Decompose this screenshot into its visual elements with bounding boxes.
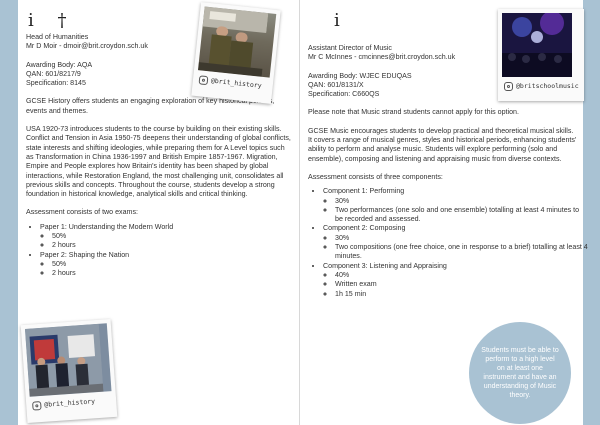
history-contact-name-email: Mr D Moir - dmoir@brit.croydon.sch.uk (26, 42, 148, 51)
history-photo-polaroid-top (191, 2, 280, 104)
page-spine (299, 0, 300, 425)
paper-title: Paper 1: Understanding the Modern World (40, 222, 174, 231)
soldiers-image (198, 6, 268, 76)
list-item: ◦ 2 hours (52, 269, 291, 278)
music-contact-name-email: Mr C McInnes - cmcinnes@brit.croydon.sch.uk (308, 53, 456, 62)
list-item (323, 187, 588, 224)
history-qan: QAN: 601/8217/9 (26, 69, 81, 78)
list-item: ◦ 50% (52, 232, 291, 241)
music-photo-concert (502, 13, 580, 77)
list-item (40, 251, 291, 279)
list-item: ◦ 1h 15 min (335, 290, 588, 299)
history-heading-glyph: i † (28, 10, 76, 31)
list-item: ◦ 50% (52, 260, 291, 269)
polaroid-caption: @britschoolmusic (502, 77, 580, 95)
list-item: ◦ 2 hours (52, 241, 291, 250)
instagram-icon (504, 82, 513, 91)
history-awarding-body: Awarding Body: AQA (26, 60, 93, 69)
history-description: USA 1920-73 introduces students to the course by building on their existing skills. Conflict and Tension in Asia 1950-75 deepens their understanding of global conflicts, state interests and shifting ideologies, while preparing them for A Level topics such as Transformation in China 1936-1997 and British Empire 1857-1967. Migration, Empire and People explores how Britain's identity has been shaped by global interactions, while Restoration England, the most challenging unit, consolidates all previous skills and concepts. Throughout the course, students develop a strong foundation in historical knowledge, analytical skills and critical thinking. (26, 125, 291, 199)
polaroid-caption: @brit_history (30, 391, 113, 415)
music-components-list (308, 187, 588, 299)
music-specification: Specification: C660QS (308, 90, 380, 99)
list-item (323, 262, 588, 299)
music-description: GCSE Music encourages students to develop practical and theoretical musical skills. It covers a range of musical genres, styles and historical periods, enhancing students' ability to perform and analyse music. Students will explore performing (solo and ensemble), composing and listening and appraising music from diverse contexts. (308, 126, 577, 163)
music-contact-role: Assistant Director of Music (308, 44, 392, 52)
component-title: Component 2: Composing (323, 224, 406, 233)
paper-title: Paper 2: Shaping the Nation (40, 250, 130, 259)
list-item: ◦ Written exam (335, 280, 588, 289)
list-item: ◦ 40% (335, 271, 588, 280)
instagram-icon (199, 75, 209, 85)
concert-image (502, 13, 572, 77)
music-qan: QAN: 601/8131/X (308, 80, 364, 89)
list-item: ◦ Two performances (one solo and one ensemble) totalling at least 4 minutes to be recorded and assessed. (335, 206, 588, 225)
music-heading-glyph: i (334, 10, 349, 31)
music-awarding-body: Awarding Body: WJEC EDUQAS (308, 71, 412, 80)
history-photo-polaroid-bottom (21, 319, 118, 423)
list-item: ◦ 30% (335, 234, 588, 243)
history-photo-classroom (25, 323, 112, 397)
music-requirement-callout (469, 322, 571, 424)
music-note: Please note that Music strand students cannot apply for this option. (308, 108, 519, 117)
list-item: ◦ 30% (335, 197, 588, 206)
music-requirement-text: Students must be able to perform to a high level on at least one instrument and have an understanding of Music theory. (481, 347, 559, 399)
music-assessment-intro: Assessment consists of three components: (308, 172, 443, 181)
instagram-icon (32, 401, 42, 411)
list-item (40, 223, 291, 251)
history-papers-list (26, 223, 291, 279)
component-title: Component 3: Listening and Appraising (323, 261, 447, 270)
list-item (323, 224, 588, 261)
history-specification: Specification: 8145 (26, 79, 86, 88)
component-title: Component 1: Performing (323, 187, 405, 196)
history-intro: GCSE History offers students an engaging exploration of key historical periods, events and themes. (26, 97, 275, 115)
history-contact-role: Head of Humanities (26, 33, 89, 41)
history-assessment-intro: Assessment consists of two exams: (26, 208, 138, 217)
music-photo-polaroid (498, 9, 584, 101)
classroom-image (25, 324, 104, 397)
history-photo-soldiers (198, 6, 276, 77)
list-item: ◦ Two compositions (one free choice, one in response to a brief) totalling at least 4 minutes. (335, 243, 588, 262)
polaroid-caption: @brit_history (196, 70, 269, 95)
